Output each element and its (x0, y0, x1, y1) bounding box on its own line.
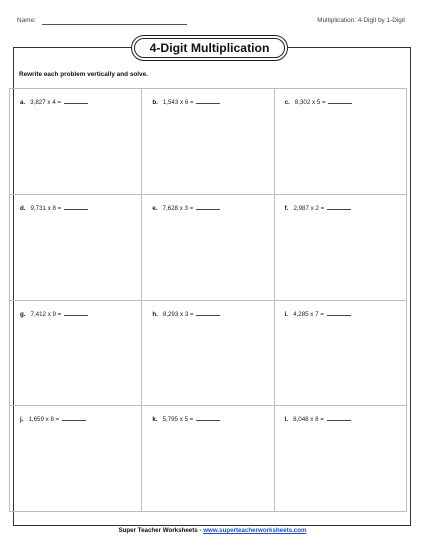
answer-blank[interactable] (196, 315, 220, 316)
problem-expression: 8,302 x 5 = (294, 99, 326, 106)
problem-cell (10, 89, 142, 195)
answer-blank[interactable] (327, 315, 351, 316)
problem-expression: 2,987 x 2 = (293, 204, 325, 212)
answer-blank[interactable] (196, 103, 220, 104)
answer-blank[interactable] (196, 209, 220, 210)
problem-letter: h. (152, 310, 158, 318)
problem-letter: l. (284, 416, 289, 424)
problem-expression: 7,412 x 9 = (30, 310, 62, 318)
problem-expression: 4,285 x 7 = (293, 310, 324, 318)
problem-cell (10, 406, 142, 512)
title-banner (131, 35, 288, 61)
problem-cell (275, 301, 407, 407)
name-label: Name: (17, 17, 36, 24)
problem-text (152, 99, 220, 106)
answer-blank[interactable] (64, 103, 88, 104)
problem-text (152, 205, 220, 212)
problem-cell (275, 89, 407, 195)
instructions: Rewrite each problem vertically and solve. (19, 71, 148, 78)
problem-cell (10, 195, 142, 301)
problem-cell (275, 195, 407, 301)
problem-letter: a. (20, 99, 26, 106)
footer (0, 527, 425, 534)
problem-letter: b. (152, 99, 158, 106)
problem-expression: 5,795 x 5 = (162, 416, 194, 424)
answer-blank[interactable] (196, 420, 220, 421)
problem-cell (275, 406, 407, 512)
problem-letter: d. (20, 204, 26, 212)
problem-letter: c. (284, 99, 290, 106)
problem-grid (9, 88, 407, 512)
problem-cell (142, 406, 274, 512)
problem-cell (142, 195, 274, 301)
problem-expression: 1,659 x 8 = (28, 416, 60, 424)
worksheet-header (17, 17, 405, 29)
problem-letter: j. (20, 416, 24, 424)
problem-text (152, 311, 220, 318)
problem-letter: i. (284, 310, 289, 318)
problem-letter: e. (152, 204, 158, 212)
problem-text (285, 99, 353, 106)
answer-blank[interactable] (64, 315, 88, 316)
problem-expression: 3,827 x 4 = (30, 99, 61, 106)
footer-separator: - (197, 527, 204, 534)
problem-expression: 8,048 x 8 = (293, 416, 324, 424)
footer-brand: Super Teacher Worksheets (118, 527, 198, 534)
answer-blank[interactable] (64, 209, 88, 210)
problem-cell (10, 301, 142, 407)
problem-text (20, 205, 88, 212)
problem-expression: 9,731 x 8 = (30, 204, 62, 212)
problem-expression: 8,293 x 3 = (162, 310, 194, 318)
problem-text (285, 311, 351, 318)
problem-text (20, 416, 86, 423)
problem-text (20, 99, 88, 106)
problem-text (152, 416, 220, 423)
name-line[interactable] (42, 24, 187, 25)
answer-blank[interactable] (327, 420, 351, 421)
answer-blank[interactable] (327, 209, 351, 210)
problem-text (285, 416, 351, 423)
footer-url-link[interactable]: www.superteacherworksheets.com (203, 527, 307, 534)
problem-cell (142, 89, 274, 195)
problem-text (285, 205, 351, 212)
problem-letter: f. (284, 204, 289, 212)
problem-letter: k. (152, 416, 158, 424)
problem-expression: 7,628 x 3 = (162, 204, 194, 212)
problem-cell (142, 301, 274, 407)
subject-label: Multiplication: 4-Digit by 1-Digit (317, 17, 405, 24)
page-title: 4-Digit Multiplication (149, 41, 270, 55)
answer-blank[interactable] (62, 420, 86, 421)
answer-blank[interactable] (328, 103, 352, 104)
problem-expression: 1,543 x 6 = (162, 99, 194, 106)
problem-text (20, 311, 88, 318)
problem-letter: g. (20, 310, 26, 318)
